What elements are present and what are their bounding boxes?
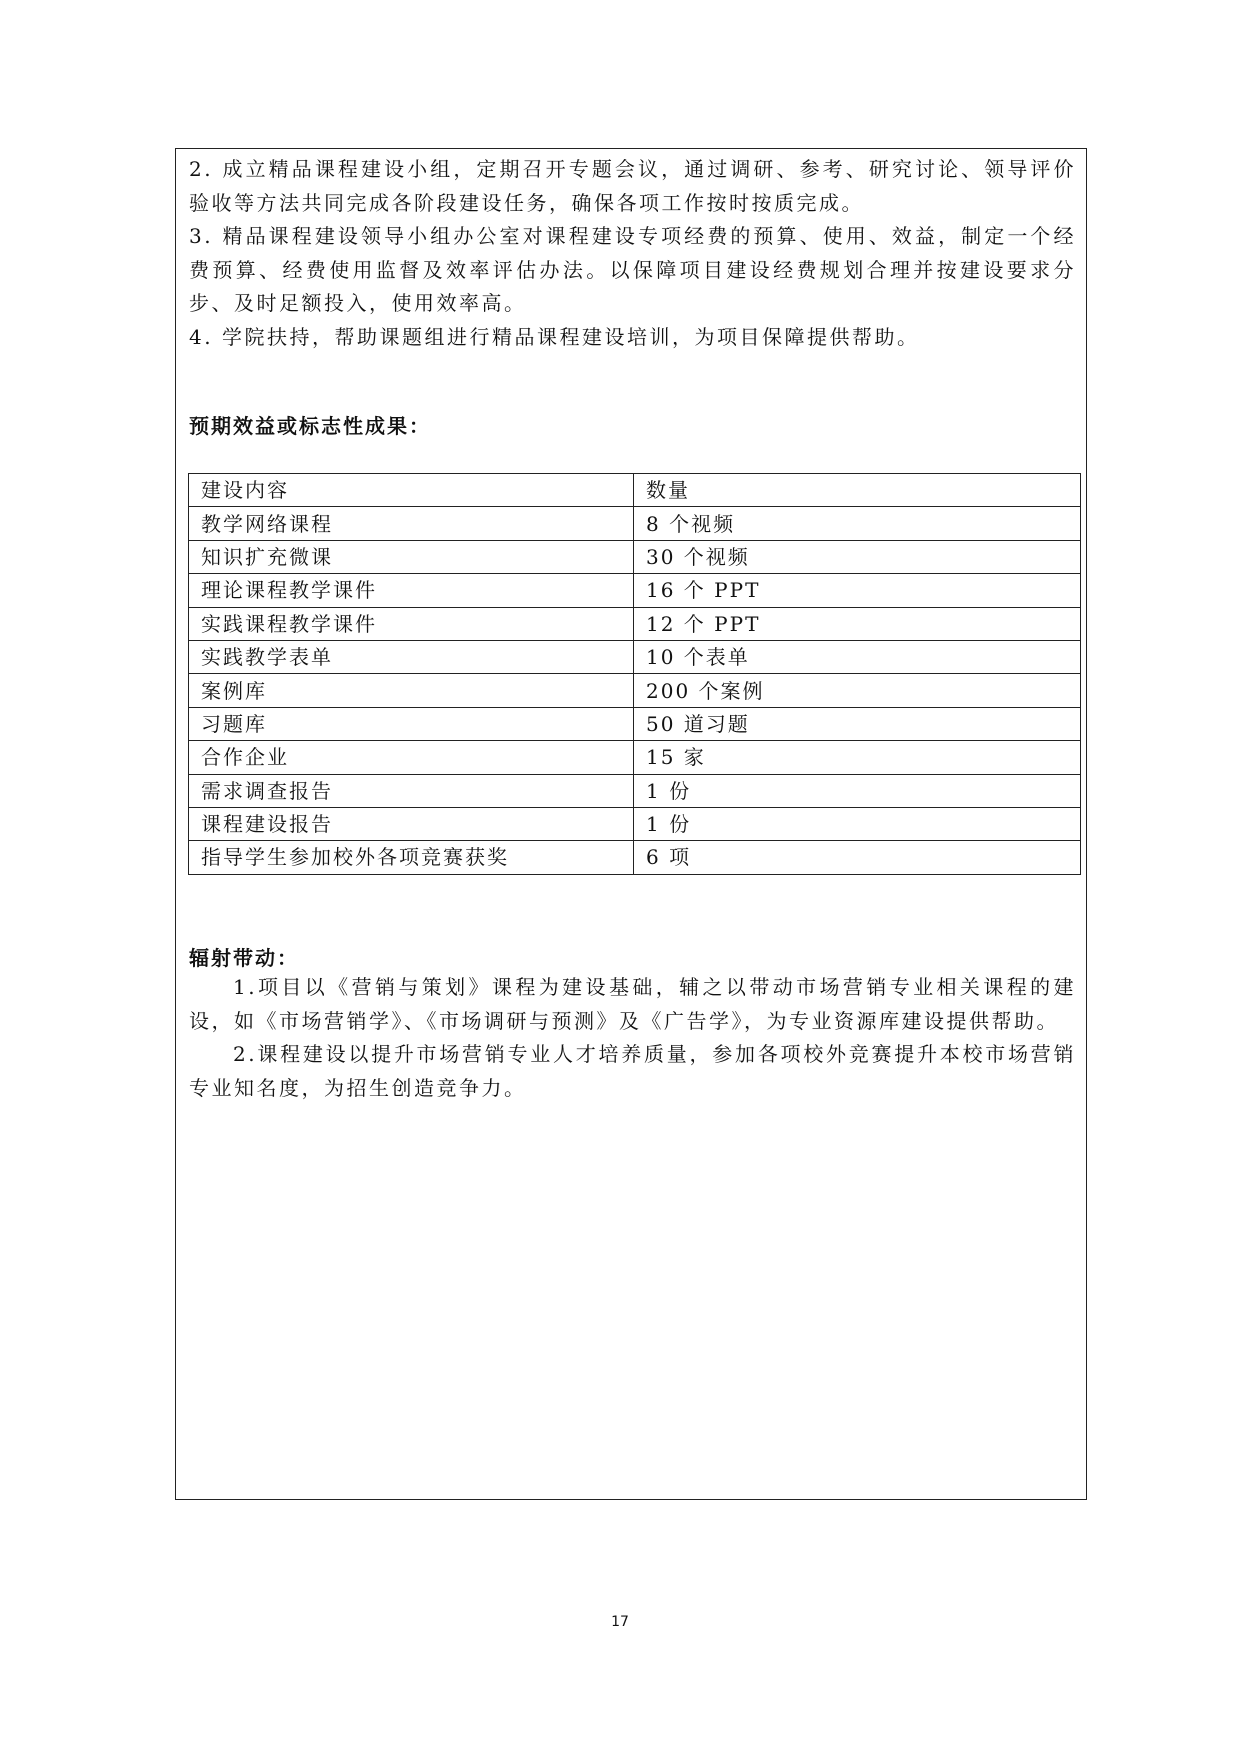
radiation-section: [189, 971, 1076, 1105]
cell-quantity: 1 份: [634, 807, 1081, 840]
table-row: [189, 774, 1081, 807]
radiation-heading: 辐射带动：: [189, 946, 299, 970]
page-number: 17: [611, 1614, 629, 1630]
table-row: [189, 607, 1081, 640]
cell-quantity: 10 个表单: [634, 640, 1081, 673]
cell-content: 理论课程教学课件: [189, 574, 634, 607]
table-header-row: [189, 474, 1081, 507]
cell-content: 指导学生参加校外各项竞赛获奖: [189, 841, 634, 874]
measure-item-3: 3. 精品课程建设领导小组办公室对课程建设专项经费的预算、使用、效益，制定一个经费预算、经费使用监督及效率评估办法。以保障项目建设经费规划合理并按建设要求分步、及时足额投入，使用效率高。: [189, 224, 1076, 315]
form-frame: [175, 148, 1087, 1500]
cell-content: 知识扩充微课: [189, 540, 634, 573]
header-quantity: 数量: [634, 474, 1081, 507]
cell-content: 实践教学表单: [189, 640, 634, 673]
measure-item-2: 2. 成立精品课程建设小组，定期召开专题会议，通过调研、参考、研究讨论、领导评价验收等方法共同完成各阶段建设任务，确保各项工作按时按质完成。: [189, 157, 1076, 215]
radiation-paragraph-1: 1.项目以《营销与策划》课程为建设基础，辅之以带动市场营销专业相关课程的建设，如《市场营销学》、《市场调研与预测》及《广告学》，为专业资源库建设提供帮助。: [189, 975, 1076, 1033]
measures-section: [189, 153, 1076, 354]
table-row: [189, 674, 1081, 707]
table-row: [189, 741, 1081, 774]
cell-content: 案例库: [189, 674, 634, 707]
cell-quantity: 12 个 PPT: [634, 607, 1081, 640]
table-row: [189, 507, 1081, 540]
cell-quantity: 30 个视频: [634, 540, 1081, 573]
cell-quantity: 8 个视频: [634, 507, 1081, 540]
table-row: [189, 841, 1081, 874]
radiation-paragraph-2: 2.课程建设以提升市场营销专业人才培养质量，参加各项校外竞赛提升本校市场营销专业知名度，为招生创造竞争力。: [189, 1042, 1076, 1100]
cell-content: 实践课程教学课件: [189, 607, 634, 640]
cell-content: 教学网络课程: [189, 507, 634, 540]
table-row: [189, 640, 1081, 673]
cell-content: 需求调查报告: [189, 774, 634, 807]
header-content: 建设内容: [189, 474, 634, 507]
table-row: [189, 707, 1081, 740]
cell-quantity: 1 份: [634, 774, 1081, 807]
cell-quantity: 6 项: [634, 841, 1081, 874]
cell-content: 合作企业: [189, 741, 634, 774]
table-row: [189, 574, 1081, 607]
measure-item-4: 4. 学院扶持，帮助课题组进行精品课程建设培训，为项目保障提供帮助。: [189, 324, 920, 349]
cell-quantity: 15 家: [634, 741, 1081, 774]
cell-content: 习题库: [189, 707, 634, 740]
outcomes-table: [188, 473, 1081, 875]
cell-content: 课程建设报告: [189, 807, 634, 840]
cell-quantity: 200 个案例: [634, 674, 1081, 707]
outcomes-heading: 预期效益或标志性成果：: [189, 414, 431, 438]
cell-quantity: 50 道习题: [634, 707, 1081, 740]
cell-quantity: 16 个 PPT: [634, 574, 1081, 607]
table-row: [189, 540, 1081, 573]
table-row: [189, 807, 1081, 840]
